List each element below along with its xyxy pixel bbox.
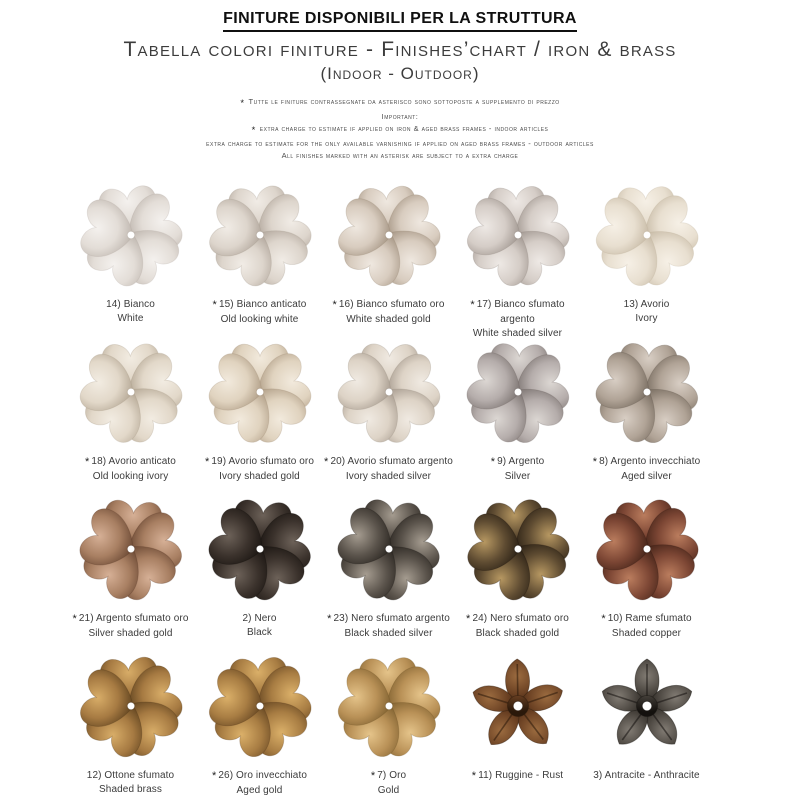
page-title-text: FINITURE DISPONIBILI PER LA STRUTTURA: [223, 10, 577, 32]
finish-label: [472, 769, 563, 804]
price-asterisk: *: [251, 125, 256, 137]
finish-label: [371, 769, 406, 804]
finish-label-line1: [491, 455, 545, 470]
finish-swatch-flower: [74, 647, 188, 765]
finish-label: [73, 612, 189, 647]
finish-name-it: 2) Nero: [242, 613, 277, 625]
price-asterisk: *: [85, 456, 90, 469]
finish-label-line1: [106, 298, 155, 312]
finish-label-line1: [85, 455, 176, 470]
note-text: extra charge to estimate if applied on iron & aged brass frames - indoor articles: [259, 124, 549, 134]
finish-label: [327, 612, 450, 647]
finish-swatch-flower: [590, 176, 704, 294]
finish-label-line1: [453, 298, 582, 326]
finish-name-en: Black shaded silver: [344, 628, 433, 640]
finish-item: [66, 490, 195, 647]
finish-label-line1: [87, 769, 174, 783]
finish-label-line1: [212, 769, 307, 784]
finish-label-line1: [213, 298, 307, 313]
finish-swatch-flower: [332, 490, 446, 608]
page-subtitle-indoor-outdoor: (Indoor - Outdoor): [320, 64, 480, 83]
finish-item: [453, 490, 582, 647]
finish-name-en: Ivory: [635, 312, 658, 324]
finish-name-en: Aged gold: [236, 785, 283, 797]
finish-item: [66, 176, 195, 333]
finish-item: [66, 333, 195, 490]
finish-swatch-flower: [74, 333, 188, 451]
finish-label-line1: [327, 612, 450, 627]
finish-swatch-flower: [203, 176, 317, 294]
finish-label: [85, 455, 176, 490]
finish-name-en: Black: [247, 626, 272, 638]
finish-swatch-flower: [332, 176, 446, 294]
price-asterisk: *: [240, 98, 245, 109]
finish-name-en: Ivory shaded gold: [219, 471, 300, 483]
finish-label-line1: [371, 769, 406, 784]
finish-label-line1: [205, 455, 314, 470]
finish-item: [195, 490, 324, 647]
finish-label-line1: [593, 455, 701, 470]
finish-name-it: 7) Oro: [377, 770, 407, 782]
finish-name-it: 23) Nero sfumato argento: [333, 613, 450, 625]
price-asterisk: *: [370, 770, 376, 783]
finish-label: [212, 769, 307, 804]
finish-label: [601, 612, 691, 647]
price-asterisk: *: [212, 299, 217, 312]
finish-label-line1: [593, 769, 699, 783]
finish-label: [333, 298, 445, 333]
finish-swatch-flower: [461, 333, 575, 451]
price-asterisk: *: [332, 299, 337, 312]
finish-swatch-flower: [203, 490, 317, 608]
price-asterisk: *: [490, 456, 496, 469]
finish-label: [624, 298, 670, 333]
finish-name-en: White shaded gold: [346, 314, 431, 326]
finish-item: [582, 647, 711, 804]
finish-name-en: Old looking white: [220, 314, 299, 326]
finish-label: [205, 455, 314, 490]
price-asterisk: *: [212, 770, 217, 783]
finish-name-en: Black shaded gold: [475, 628, 560, 640]
price-asterisk: *: [592, 456, 598, 469]
price-asterisk: *: [204, 456, 210, 469]
finish-item: [195, 176, 324, 333]
finish-label: [106, 298, 155, 333]
finish-name-en: Shaded copper: [611, 628, 682, 640]
notes-block: [0, 96, 800, 162]
finish-label: [453, 298, 582, 339]
finish-item: [195, 333, 324, 490]
finish-name-en: Ivory shaded silver: [345, 471, 432, 483]
finish-name-it: 18) Avorio anticato: [91, 456, 176, 468]
finish-item: [66, 647, 195, 804]
finish-swatch-flower: [461, 490, 575, 608]
page-title: [0, 10, 800, 32]
price-asterisk: *: [471, 770, 477, 783]
finish-item: [453, 176, 582, 339]
finish-label: [491, 455, 545, 490]
finish-name-it: 24) Nero sfumato oro: [472, 613, 569, 625]
finish-label: [324, 455, 453, 490]
finish-name-it: 21) Argento sfumato oro: [78, 613, 189, 625]
finish-label-line1: [472, 769, 563, 784]
finish-label: [242, 612, 276, 647]
finish-name-it: 11) Ruggine - Rust: [478, 770, 564, 782]
finishes-grid: [66, 176, 800, 804]
finish-label-line1: [73, 612, 189, 627]
finish-name-en: Silver shaded gold: [88, 628, 173, 640]
note-text: Tutte le finiture contrassegnate da asterisco sono sottoposte a supplemento di prezzo: [248, 97, 560, 106]
finish-label: [593, 769, 699, 804]
price-asterisk: *: [72, 613, 77, 626]
finish-swatch-flower: [74, 490, 188, 608]
note-text: extra charge to estimate for the only available varnishing if applied on aged brass frames - outdoor articles: [206, 139, 594, 149]
finish-name-it: 10) Rame sfumato: [607, 613, 692, 625]
note-line: [0, 123, 800, 138]
finish-item: [582, 176, 711, 333]
finish-item: [453, 647, 582, 804]
finish-name-it: 3) Antracite - Anthracite: [593, 770, 700, 782]
finish-swatch-flower: [203, 333, 317, 451]
finish-name-en: White shaded silver: [472, 327, 563, 339]
finish-swatch-flower: [590, 333, 704, 451]
finish-name-it: 8) Argento invecchiato: [599, 456, 701, 468]
finish-name-en: Aged silver: [621, 471, 672, 483]
finish-item: [324, 333, 453, 490]
note-line: [0, 138, 800, 150]
finish-label-line1: [242, 612, 276, 626]
finish-item: [195, 647, 324, 804]
finish-item: [324, 176, 453, 333]
finish-name-it: 20) Avorio sfumato argento: [330, 456, 453, 468]
finish-item: [582, 490, 711, 647]
finish-label: [466, 612, 569, 647]
finish-swatch-flower: [468, 647, 568, 765]
finish-name-it: 17) Bianco sfumato argento: [476, 299, 565, 326]
finish-name-it: 19) Avorio sfumato oro: [211, 456, 314, 468]
finish-label: [87, 769, 174, 804]
finish-label-line1: [624, 298, 670, 312]
finish-label-line1: [601, 612, 691, 627]
note-line: [0, 150, 800, 162]
finish-name-en: Shaded brass: [99, 783, 162, 795]
finish-name-it: 13) Avorio: [623, 299, 670, 311]
finish-swatch-flower: [332, 647, 446, 765]
finishes-chart-page: [0, 10, 800, 810]
finish-item: [324, 490, 453, 647]
finish-item: [324, 647, 453, 804]
finish-name-en: Old looking ivory: [92, 471, 169, 483]
finish-label-line1: [333, 298, 445, 313]
finish-name-it: 16) Bianco sfumato oro: [338, 299, 445, 311]
page-subtitle: Tabella colori finiture - Finishes’chart / iron & brass: [123, 38, 677, 61]
note-line: [0, 96, 800, 111]
note-text: All finishes marked with an asterisk are subject to a extra charge: [281, 151, 519, 161]
note-text: Important:: [381, 112, 419, 122]
finish-swatch-flower: [74, 176, 188, 294]
price-asterisk: *: [466, 613, 471, 626]
finish-swatch-flower: [590, 490, 704, 608]
finish-name-en: White: [117, 312, 144, 324]
finish-swatch-flower: [597, 647, 697, 765]
finish-name-it: 26) Oro invecchiato: [218, 770, 307, 782]
finish-name-it: 12) Ottone sfumato: [86, 770, 175, 782]
finish-name-en: Gold: [377, 785, 400, 797]
price-asterisk: *: [327, 613, 332, 626]
finish-item: [453, 333, 582, 490]
finish-label: [213, 298, 307, 333]
finish-name-en: Silver: [504, 471, 531, 483]
price-asterisk: *: [601, 613, 606, 626]
price-asterisk: *: [470, 299, 475, 312]
finish-name-it: 15) Bianco anticato: [218, 299, 307, 311]
finish-swatch-flower: [332, 333, 446, 451]
finish-label-line1: [324, 455, 453, 470]
finish-swatch-flower: [461, 176, 575, 294]
finish-name-it: 9) Argento: [497, 456, 545, 468]
finish-label: [593, 455, 701, 490]
finish-swatch-flower: [203, 647, 317, 765]
finish-item: [582, 333, 711, 490]
finish-name-it: 14) Bianco: [106, 299, 155, 311]
finish-label-line1: [466, 612, 569, 627]
price-asterisk: *: [324, 456, 329, 469]
note-line: [0, 111, 800, 123]
